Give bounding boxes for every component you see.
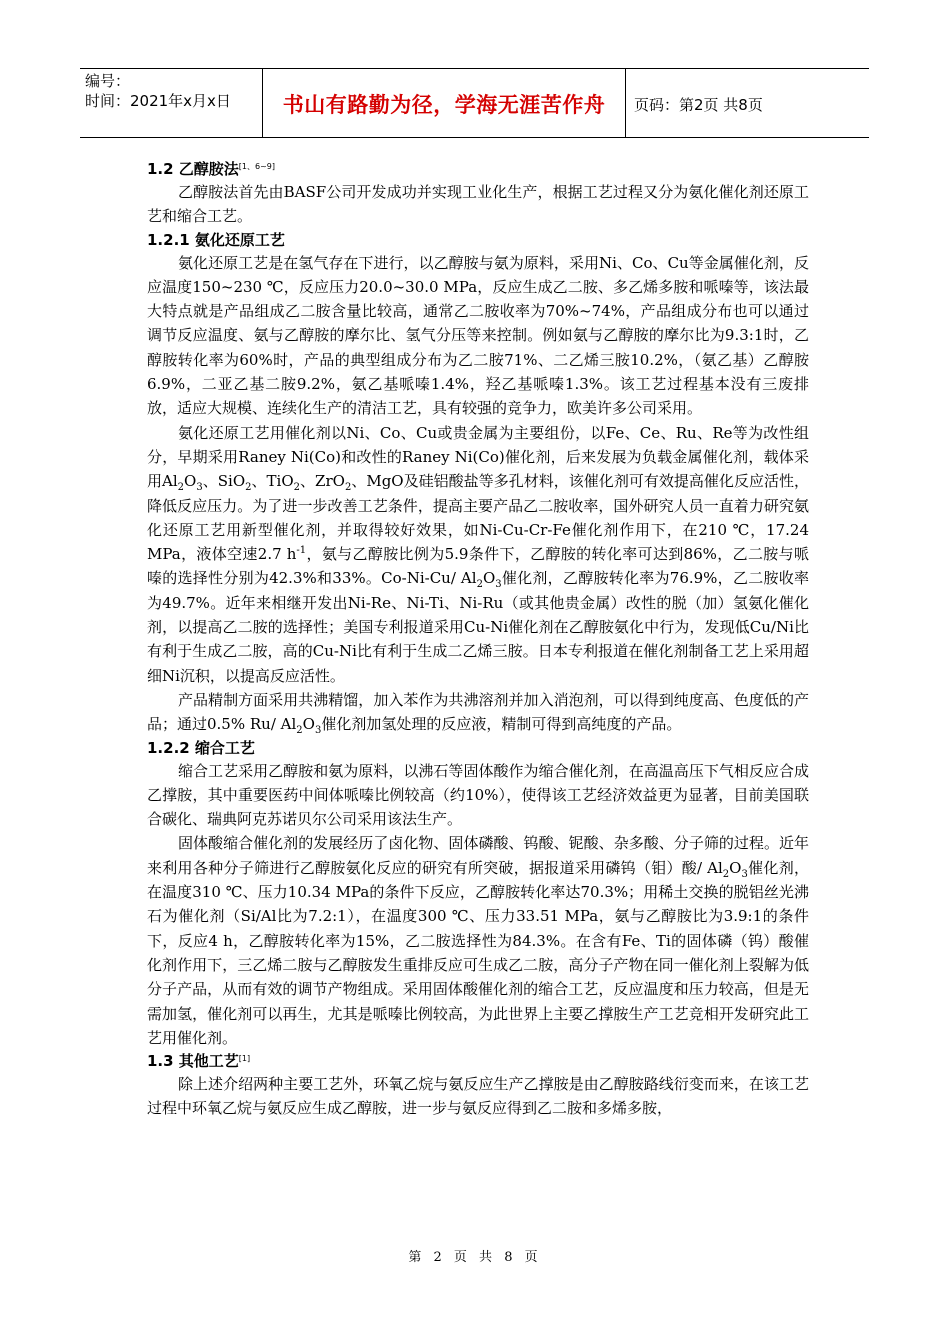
header-motto: 书山有路勤为径，学海无涯苦作舟 bbox=[263, 69, 626, 137]
number-label: 编号： bbox=[85, 72, 131, 90]
section-heading-1-2: 1.2 乙醇胺法[1、6~9] bbox=[147, 160, 276, 178]
page-footer: 第 2 页 共 8 页 bbox=[408, 1250, 542, 1265]
date-label: 时间：2021年x月x日 bbox=[85, 92, 231, 110]
section-heading-1-2-1: 1.2.1 氨化还原工艺 bbox=[147, 230, 285, 249]
paragraph: 氨化还原工艺是在氢气存在下进行，以乙醇胺与氨为原料，采用Ni、Co、Cu等金属催化剂，反应温度150~230 ℃，反应压力20.0~30.0 MPa，反应生成乙二胺、多乙烯多胺和哌嗪等，该法最大特点就是产品组成乙二胺含量比较高，通常乙二胺收率为70%~74%，产品组成分布也可以通过调节反应温度、氨与乙醇胺的摩尔比、氢气分压等来控制。例如氨与乙醇胺的摩尔比为9.3:1时，乙醇胺转化率为60%时，产品的典型组成分布为乙二胺71%、二乙烯三胺10.2%，（氨乙基）乙醇胺6.9%，二亚乙基二胺9.2%，氨乙基哌嗪1.4%，羟乙基哌嗪1.3%。该工艺过程基本没有三废排放，适应大规模、连续化生产的清洁工艺，具有较强的竞争力，欧美许多公司采用。 bbox=[147, 253, 809, 418]
header-meta bbox=[80, 69, 263, 137]
page-header bbox=[80, 68, 869, 138]
paragraph: 固体酸缩合催化剂的发展经历了卤化物、固体磷酸、钨酸、铌酸、杂多酸、分子筛的过程。近年来利用各种分子筛进行乙醇胺氨化反应的研究有所突破，据报道采用磷钨（钼）酸/ $Al_2O_3$催化剂，在温度310 ℃、压力10.34 MPa的条件下反应，乙醇胺转化率达70.3%；用稀土交换的脱铝丝光沸石为催化剂（Si/Al比为7.2:1），在温度300 ℃、压力33.51 MPa，氨与乙醇胺比为3.9:1的条件下，反应4 h，乙醇胺转化率为15%，乙二胺选择性为84.3%。在含有Fe、Ti的固体磷（钨）酸催化剂作用下，三乙烯二胺与乙醇胺发生重排反应可生成乙二胺，高分子产物在同一催化剂上裂解为低分子产品，从而有效的调节产物组成。采用固体酸催化剂的缩合工艺，反应温度和压力较高，但是无需加氢，催化剂可以再生，尤其是哌嗪比例较高，为此世界上主要乙撑胺生产工艺竞相开发研究此工艺用催化剂。 bbox=[147, 834, 809, 1047]
paragraph: 氨化还原工艺用催化剂以Ni、Co、Cu或贵金属为主要组份，以Fe、Ce、Ru、Re等为改性组分，早期采用Raney Ni(Co)和改性的Raney Ni(Co)催化剂，后来发展为负载金属催化剂，载体采用$Al_2O_3$、SiO$_2$、TiO$_2$、ZrO$_2$、MgO及硅铝酸盐等多孔材料，该催化剂可有效提高催化反应活性，降低反应压力。为了进一步改善工艺条件，提高主要产品乙二胺收率，国外研究人员一直着力研究氨化还原工艺用新型催化剂，并取得较好效果，如Ni-Cu-Cr-Fe催化剂作用下，在210 ℃，17.24 MPa，液体空速2.7 $h^{-1}$，氨与乙醇胺比例为5.9条件下，乙醇胺的转化率可达到86%，乙二胺与哌嗪的选择性分别为42.3%和33%。Co-Ni-Cu/ $Al_2O_3$催化剂，乙醇胺转化率为76.9%，乙二胺收率为49.7%。近年来相继开发出Ni-Re、Ni-Ti、Ni-Ru（或其他贵金属）改性的脱（加）氢氨化催化剂，以提高乙二胺的选择性；美国专利报道采用Cu-Ni催化剂在乙醇胺氨化中行为，发现低Cu/Ni比有利于生成乙二胺，高的Cu-Ni比有利于生成二乙烯三胺。日本专利报道在催化剂制备工艺上采用超细Ni沉积，以提高反应活性。 bbox=[147, 423, 810, 685]
section-heading-1-3: 1.3 其他工艺[1] bbox=[147, 1052, 251, 1071]
section-heading-1-2-2: 1.2.2 缩合工艺 bbox=[147, 738, 255, 757]
paragraph: 除上述介绍两种主要工艺外，环氧乙烷与氨反应生产乙撑胺是由乙醇胺路线衍变而来，在该工艺过程中环氧乙烷与氨反应生成乙醇胺，进一步与氨反应得到乙二胺和多烯多胺， bbox=[147, 1075, 809, 1118]
paragraph: 缩合工艺采用乙醇胺和氨为原料，以沸石等固体酸作为缩合催化剂，在高温高压下气相反应合成乙撑胺，其中重要医药中间体哌嗪比例较高（约10%），使得该工艺经济效益更为显著，目前美国联合碳化、瑞典阿克苏诺贝尔公司采用该法生产。 bbox=[147, 761, 809, 829]
paragraph: 产品精制方面采用共沸精馏，加入苯作为共沸溶剂并加入消泡剂，可以得到纯度高、色度低的产品；通过0.5% Ru/ $Al_2O_3$催化剂加氢处理的反应液，精制可得到高纯度的产品。 bbox=[147, 690, 809, 737]
header-page-info: 页码：第2页 共8页 bbox=[634, 95, 763, 114]
paragraph: 乙醇胺法首先由BASF公司开发成功并实现工业化生产，根据工艺过程又分为氨化催化剂还原工艺和缩合工艺。 bbox=[147, 183, 809, 226]
document-body bbox=[147, 158, 809, 1121]
